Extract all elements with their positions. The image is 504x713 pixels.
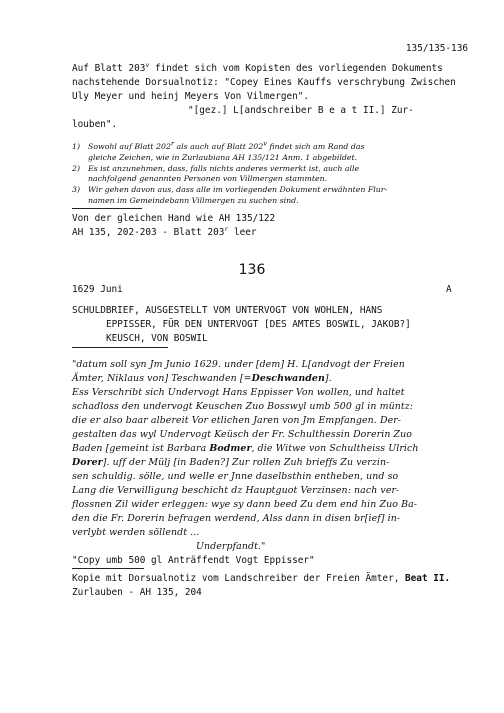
divider [72, 208, 142, 209]
footnote-1: 1) Sowohl auf Blatt 202$^r$ als auch auf Blatt 202$^v$ findet sich am Rand das [72, 139, 365, 151]
quote-line: flossnen Zil wider erleggen: wye sy dann beed Zu dem end hin Zuo Ba- [72, 499, 418, 510]
footnote-1-cont: gleiche Zeichen, wie in Zurlaubiana AH 135/121 Anm. 1 abgebildet. [88, 152, 358, 162]
footnote-2: 2) Es ist anzunehmen, dass, falls nichts anderes vermerkt ist, auch alle [72, 163, 360, 173]
document-title: KEUSCH, VON BOSWIL [106, 333, 208, 344]
quote-line: den die Fr. Dorerin befragen werdend, Alss dann in disen br[ief] in- [72, 513, 401, 524]
divider [72, 568, 144, 569]
document-title: EPPISSER, FÜR DEN UNTERVOGT [DES AMTES BOSWIL, JAKOB?] [106, 319, 411, 330]
quote-line: Ess Verschribt sich Undervogt Hans Eppisser Von wollen, und haltet [72, 387, 405, 398]
intro-line: Uly Meyer und heinj Meyers Von Vilmergen". [72, 91, 310, 102]
page-reference: 135/135-136 [405, 43, 468, 54]
quote-line: Underpfandt." [196, 541, 266, 552]
quote-line: "Copy umb 500 gl Anträffendt Vogt Eppisser" [72, 555, 315, 566]
document-date: 1629 Juni [72, 284, 123, 295]
quote-line: gestalten das wyl Undervogt Keüsch der Fr. Schulthessin Dorerin Zuo [72, 429, 413, 440]
quote-line: schadloss den undervogt Keuschen Zuo Bosswyl umb 500 gl in müntz: [72, 401, 414, 412]
document-number: 136 [238, 262, 266, 278]
quote-line: "datum soll syn Jm Junio 1629. under [dem] H. L[andvogt der Freien [72, 359, 405, 370]
footnote-3: 3) Wir gehen davon aus, dass alle im vorliegenden Dokument erwähnten Flur- [72, 185, 388, 195]
source-note: Kopie mit Dorsualnotiz vom Landschreiber der Freien Ämter, Beat II. [72, 573, 451, 584]
intro-line: Auf Blatt 203$^v$ findet sich vom Kopisten des vorliegenden Dokuments [72, 60, 443, 74]
quote-line: Baden [gemeint ist Barbara Bodmer, die Witwe von Schultheiss Ulrich [72, 443, 419, 454]
source-note: Von der gleichen Hand wie AH 135/122 [72, 213, 276, 224]
document-marker: A [446, 284, 452, 295]
intro-line: louben". [72, 119, 118, 130]
footnotes [72, 139, 472, 207]
footnote-2-cont: nachfolgend genannten Personen von Villmergen stammten. [88, 174, 328, 184]
source-note: Zurlauben - AH 135, 204 [72, 587, 202, 598]
quote-line: sen schuldig. sölle, und welle er Jnne daselbsthin entheben, und so [72, 471, 399, 482]
footnote-3-cont: namen im Gemeindebann Villmergen zu suchen sind. [88, 195, 299, 205]
source-note: AH 135, 202-203 - Blatt 203$^r$ leer [72, 224, 257, 238]
quote-line: Ämter, Niklaus von] Teschwanden [=Deschwanden]. [72, 373, 332, 384]
quote-line: Lang die Verwilligung beschicht dz Hauptguot Verzinsen: nach ver- [72, 485, 400, 496]
divider [72, 347, 168, 348]
document-title: SCHULDBRIEF, AUSGESTELLT VOM UNTERVOGT VON WOHLEN, HANS [72, 305, 383, 316]
quote-line: verlybt werden söllendt ... [72, 527, 200, 538]
intro-line: "[gez.] L[andschreiber B e a t II.] Zur- [188, 105, 414, 116]
quote-line: die er also baar albereit Vor etlichen Jaren von Jm Empfangen. Der- [72, 415, 402, 426]
quote-line: Dorer]. uff der Mülj [in Baden?] Zur rollen Zuh brieffs Zu verzin- [72, 457, 390, 468]
intro-line: nachstehende Dorsualnotiz: "Copey Eines Kauffs verschrybung Zwischen [72, 77, 456, 88]
